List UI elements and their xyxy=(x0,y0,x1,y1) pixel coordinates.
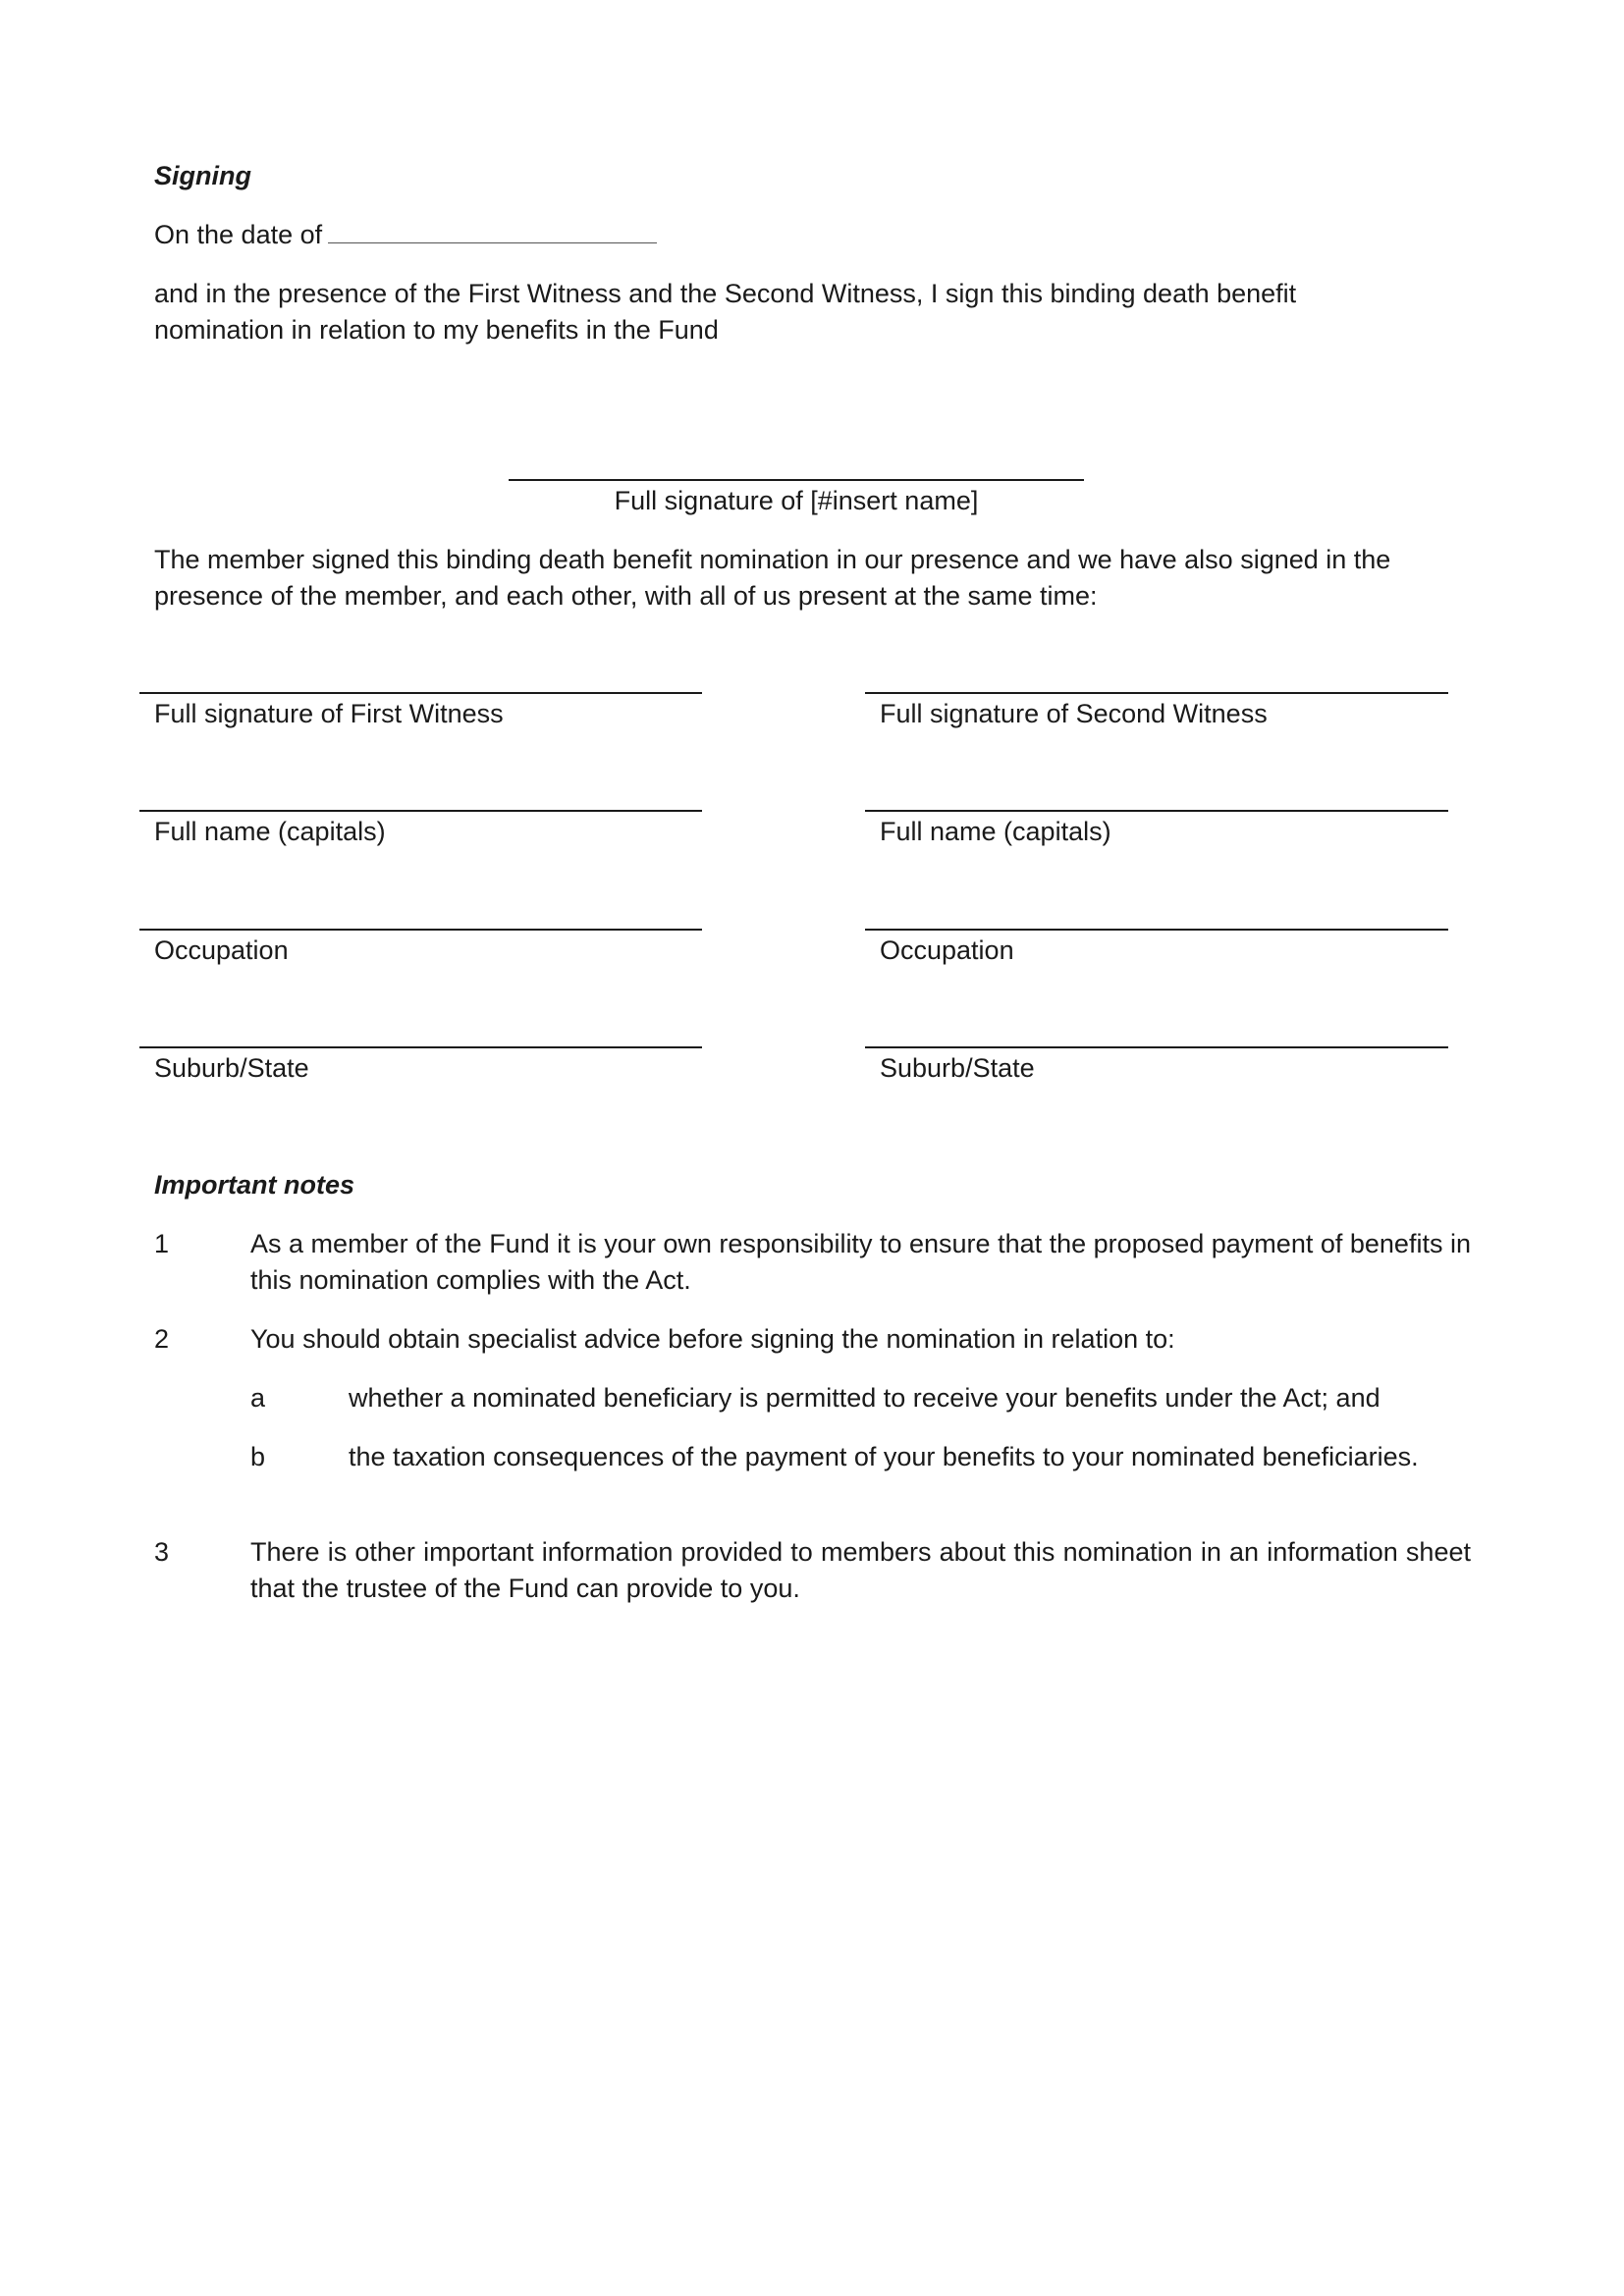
first-witness-occupation-label: Occupation xyxy=(154,935,289,965)
signing-statement: and in the presence of the First Witness and the Second Witness, I sign this binding death benefit nomination in relation to my benefits in the Fund xyxy=(154,279,1297,345)
first-witness-name-line[interactable] xyxy=(139,810,702,812)
second-witness-suburb-line[interactable] xyxy=(865,1046,1448,1048)
second-witness-signature-label: Full signature of Second Witness xyxy=(880,699,1268,728)
notes-heading: Important notes xyxy=(154,1170,355,1200)
second-witness-name-label: Full name (capitals) xyxy=(880,817,1111,846)
date-label: On the date of xyxy=(154,220,323,249)
first-witness-signature-line[interactable] xyxy=(139,692,702,694)
second-witness-name-line[interactable] xyxy=(865,810,1448,812)
note-3-text: There is other important information provided to members about this nomination in an information sheet that the trustee of the Fund can provide to you. xyxy=(250,1537,1471,1603)
note-1-number: 1 xyxy=(154,1229,170,1258)
first-witness-name-label: Full name (capitals) xyxy=(154,817,386,846)
first-witness-suburb-label: Suburb/State xyxy=(154,1053,309,1083)
note-2a-text: whether a nominated beneficiary is permitted to receive your benefits under the Act; and xyxy=(349,1383,1380,1413)
note-1-text: As a member of the Fund it is your own responsibility to ensure that the proposed payment of benefits in this nomination complies with the Act. xyxy=(250,1229,1471,1295)
member-signature-label: Full signature of [#insert name] xyxy=(614,486,979,515)
note-2b-text: the taxation consequences of the payment of your benefits to your nominated beneficiaries. xyxy=(349,1442,1419,1471)
note-2b-letter: b xyxy=(250,1442,266,1471)
first-witness-suburb-line[interactable] xyxy=(139,1046,702,1048)
second-witness-occupation-line[interactable] xyxy=(865,929,1448,931)
first-witness-occupation-line[interactable] xyxy=(139,929,702,931)
first-witness-signature-label: Full signature of First Witness xyxy=(154,699,504,728)
note-3-number: 3 xyxy=(154,1537,170,1567)
member-signature-line[interactable] xyxy=(509,479,1084,481)
second-witness-signature-line[interactable] xyxy=(865,692,1448,694)
date-line xyxy=(154,217,657,253)
note-2a-letter: a xyxy=(250,1383,266,1413)
second-witness-occupation-label: Occupation xyxy=(880,935,1014,965)
date-blank[interactable] xyxy=(328,217,657,243)
second-witness-suburb-label: Suburb/State xyxy=(880,1053,1035,1083)
witness-statement: The member signed this binding death benefit nomination in our presence and we have also signed in the presence of the member, and each other, with all of us present at the same time: xyxy=(154,545,1391,611)
note-2-text: You should obtain specialist advice before signing the nomination in relation to: xyxy=(250,1324,1175,1354)
signing-heading: Signing xyxy=(154,161,251,190)
note-2-number: 2 xyxy=(154,1324,170,1354)
